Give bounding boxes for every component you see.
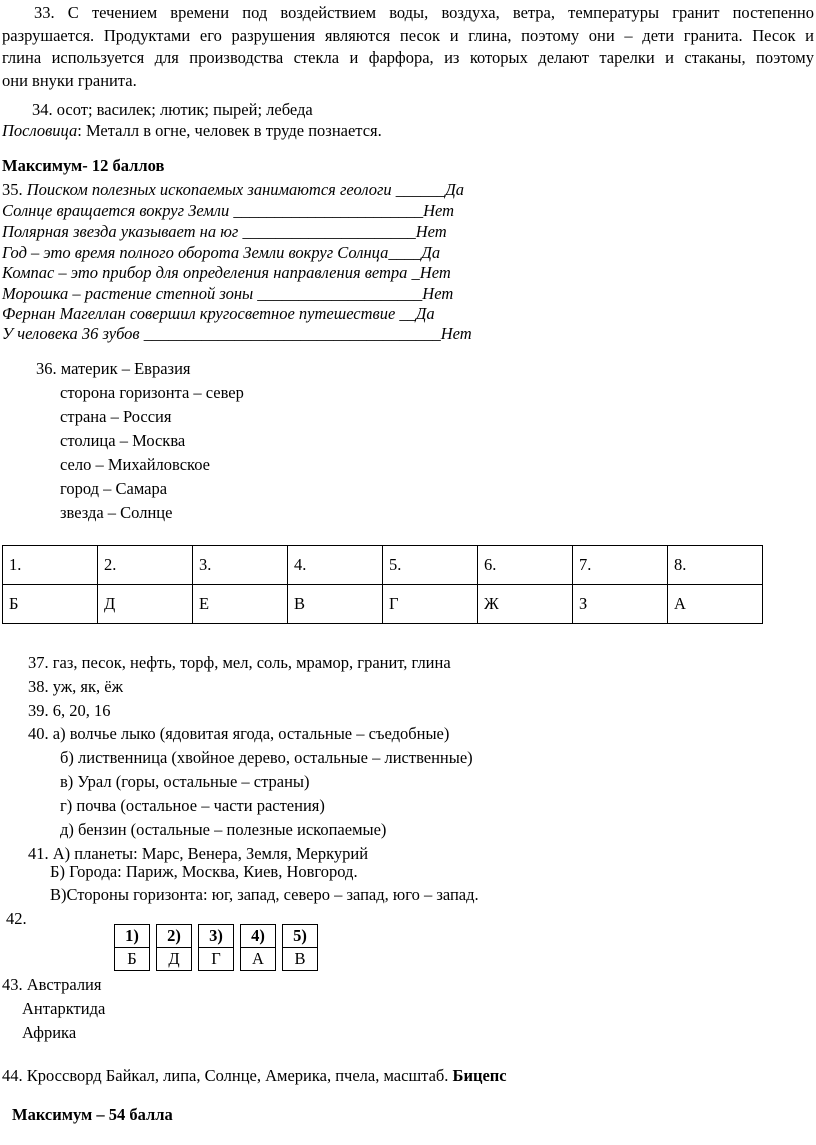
proverb <box>2 121 382 141</box>
answer-35-line: Солнце вращается вокруг Земли _______________________Нет <box>2 201 455 220</box>
answer-35-line: Полярная звезда указывает на юг _____________________Нет <box>2 222 447 241</box>
answer-40-line: д) бензин (остальные – полезные ископаемые) <box>60 820 387 839</box>
answer-36-line: столица – Москва <box>60 431 186 450</box>
table-cell: Б <box>115 948 150 971</box>
table-cell: 6. <box>478 546 573 585</box>
table-cell: 3. <box>193 546 288 585</box>
answer-40-line: 40. а) волчье лыко (ядовитая ягода, остальные – съедобные) <box>28 724 450 743</box>
table-cell: А <box>668 585 763 624</box>
answer-42-label: 42. <box>6 909 27 928</box>
table-cell: 4. <box>288 546 383 585</box>
table-cell: В <box>283 948 318 971</box>
answer-40-line: г) почва (остальное – части растения) <box>60 796 325 815</box>
table-row <box>115 948 318 971</box>
answer-33-line: 33. С течением времени под воздействием воды, воздуха, ветра, температуры гранит постепенно <box>34 3 814 22</box>
answer-41-line: 41. А) планеты: Марс, Венера, Земля, Меркурий <box>28 844 369 863</box>
table-row <box>3 585 763 624</box>
table-cell: Е <box>193 585 288 624</box>
table-cell: 4) <box>241 925 276 948</box>
proverb-label: Пословица <box>2 121 78 140</box>
answer-43-line: 43. Австралия <box>2 975 102 994</box>
answer-34: 34. осот; василек; лютик; пырей; лебеда <box>32 100 313 119</box>
table-cell: Б <box>3 585 98 624</box>
answer-41-line: В)Стороны горизонта: юг, запад, северо – запад, юго – запад. <box>50 885 479 904</box>
table-cell: З <box>573 585 668 624</box>
answer-40-line: б) лиственница (хвойное дерево, остальные – лиственные) <box>60 748 473 767</box>
table-cell: Г <box>383 585 478 624</box>
answer-43-line: Африка <box>22 1023 77 1042</box>
answer-33 <box>2 2 814 92</box>
table-cell: Г <box>199 948 234 971</box>
answer-table-8 <box>2 545 763 624</box>
answer-44-keyword: Бицепс <box>452 1066 507 1085</box>
table-cell: Ж <box>478 585 573 624</box>
answer-41-line: Б) Города: Париж, Москва, Киев, Новгород. <box>50 862 358 881</box>
max-score-12: Максимум- 12 баллов <box>2 156 165 175</box>
answer-44: 44. Кроссворд Байкал, липа, Солнце, Америка, пчела, масштаб. Бицепс <box>2 1066 507 1085</box>
table-row <box>3 546 763 585</box>
table-cell: Д <box>157 948 192 971</box>
answer-33-line: они внуки гранита. <box>2 70 137 90</box>
answer-36-line: сторона горизонта – север <box>60 383 244 402</box>
table-cell: 2. <box>98 546 193 585</box>
answer-35-line: Компас – это прибор для определения направления ветра _Нет <box>2 263 451 282</box>
answer-36-line: село – Михайловское <box>60 455 210 474</box>
table-cell: В <box>288 585 383 624</box>
answer-35-line: Морошка – растение степной зоны ____________________Нет <box>2 284 454 303</box>
answer-table-42 <box>114 924 318 971</box>
answer-40-line: в) Урал (горы, остальные – страны) <box>60 772 310 791</box>
answer-35-line: Фернан Магеллан совершил кругосветное путешествие __Да <box>2 304 435 323</box>
answer-35-line: У человека 36 зубов ____________________________________Нет <box>2 324 472 343</box>
table-cell: 5) <box>283 925 318 948</box>
answer-35-number: 35. <box>2 180 27 199</box>
table-cell: 3) <box>199 925 234 948</box>
answer-35-line: 35. Поиском полезных ископаемых занимаются геологи ______Да <box>2 180 465 199</box>
answer-35-line: Год – это время полного оборота Земли вокруг Солнца____Да <box>2 243 441 262</box>
table-cell: 8. <box>668 546 763 585</box>
answer-33-line: разрушается. Продуктами его разрушения являются песок и глина, поэтому они – дети гранита. Песок и <box>2 25 814 45</box>
answer-36-line: звезда – Солнце <box>60 503 173 522</box>
answer-36-line: страна – Россия <box>60 407 172 426</box>
max-score-54: Максимум – 54 балла <box>12 1105 173 1124</box>
table-cell: А <box>241 948 276 971</box>
table-cell: 7. <box>573 546 668 585</box>
answer-36-line: 36. материк – Евразия <box>36 359 191 378</box>
table-cell: 5. <box>383 546 478 585</box>
answer-39: 39. 6, 20, 16 <box>28 701 111 720</box>
answer-37: 37. газ, песок, нефть, торф, мел, соль, мрамор, гранит, глина <box>28 653 451 672</box>
answer-43-line: Антарктида <box>22 999 106 1018</box>
proverb-text: : Металл в огне, человек в труде познается. <box>77 121 382 140</box>
table-cell: Д <box>98 585 193 624</box>
table-cell: 1) <box>115 925 150 948</box>
answer-38: 38. уж, як, ёж <box>28 677 124 696</box>
answer-36-line: город – Самара <box>60 479 168 498</box>
table-row <box>115 925 318 948</box>
table-cell: 2) <box>157 925 192 948</box>
answer-33-line: глина используется для производства стекла и фарфора, из которых делают тарелки и стаканы, поэтому <box>2 48 814 67</box>
table-cell: 1. <box>3 546 98 585</box>
